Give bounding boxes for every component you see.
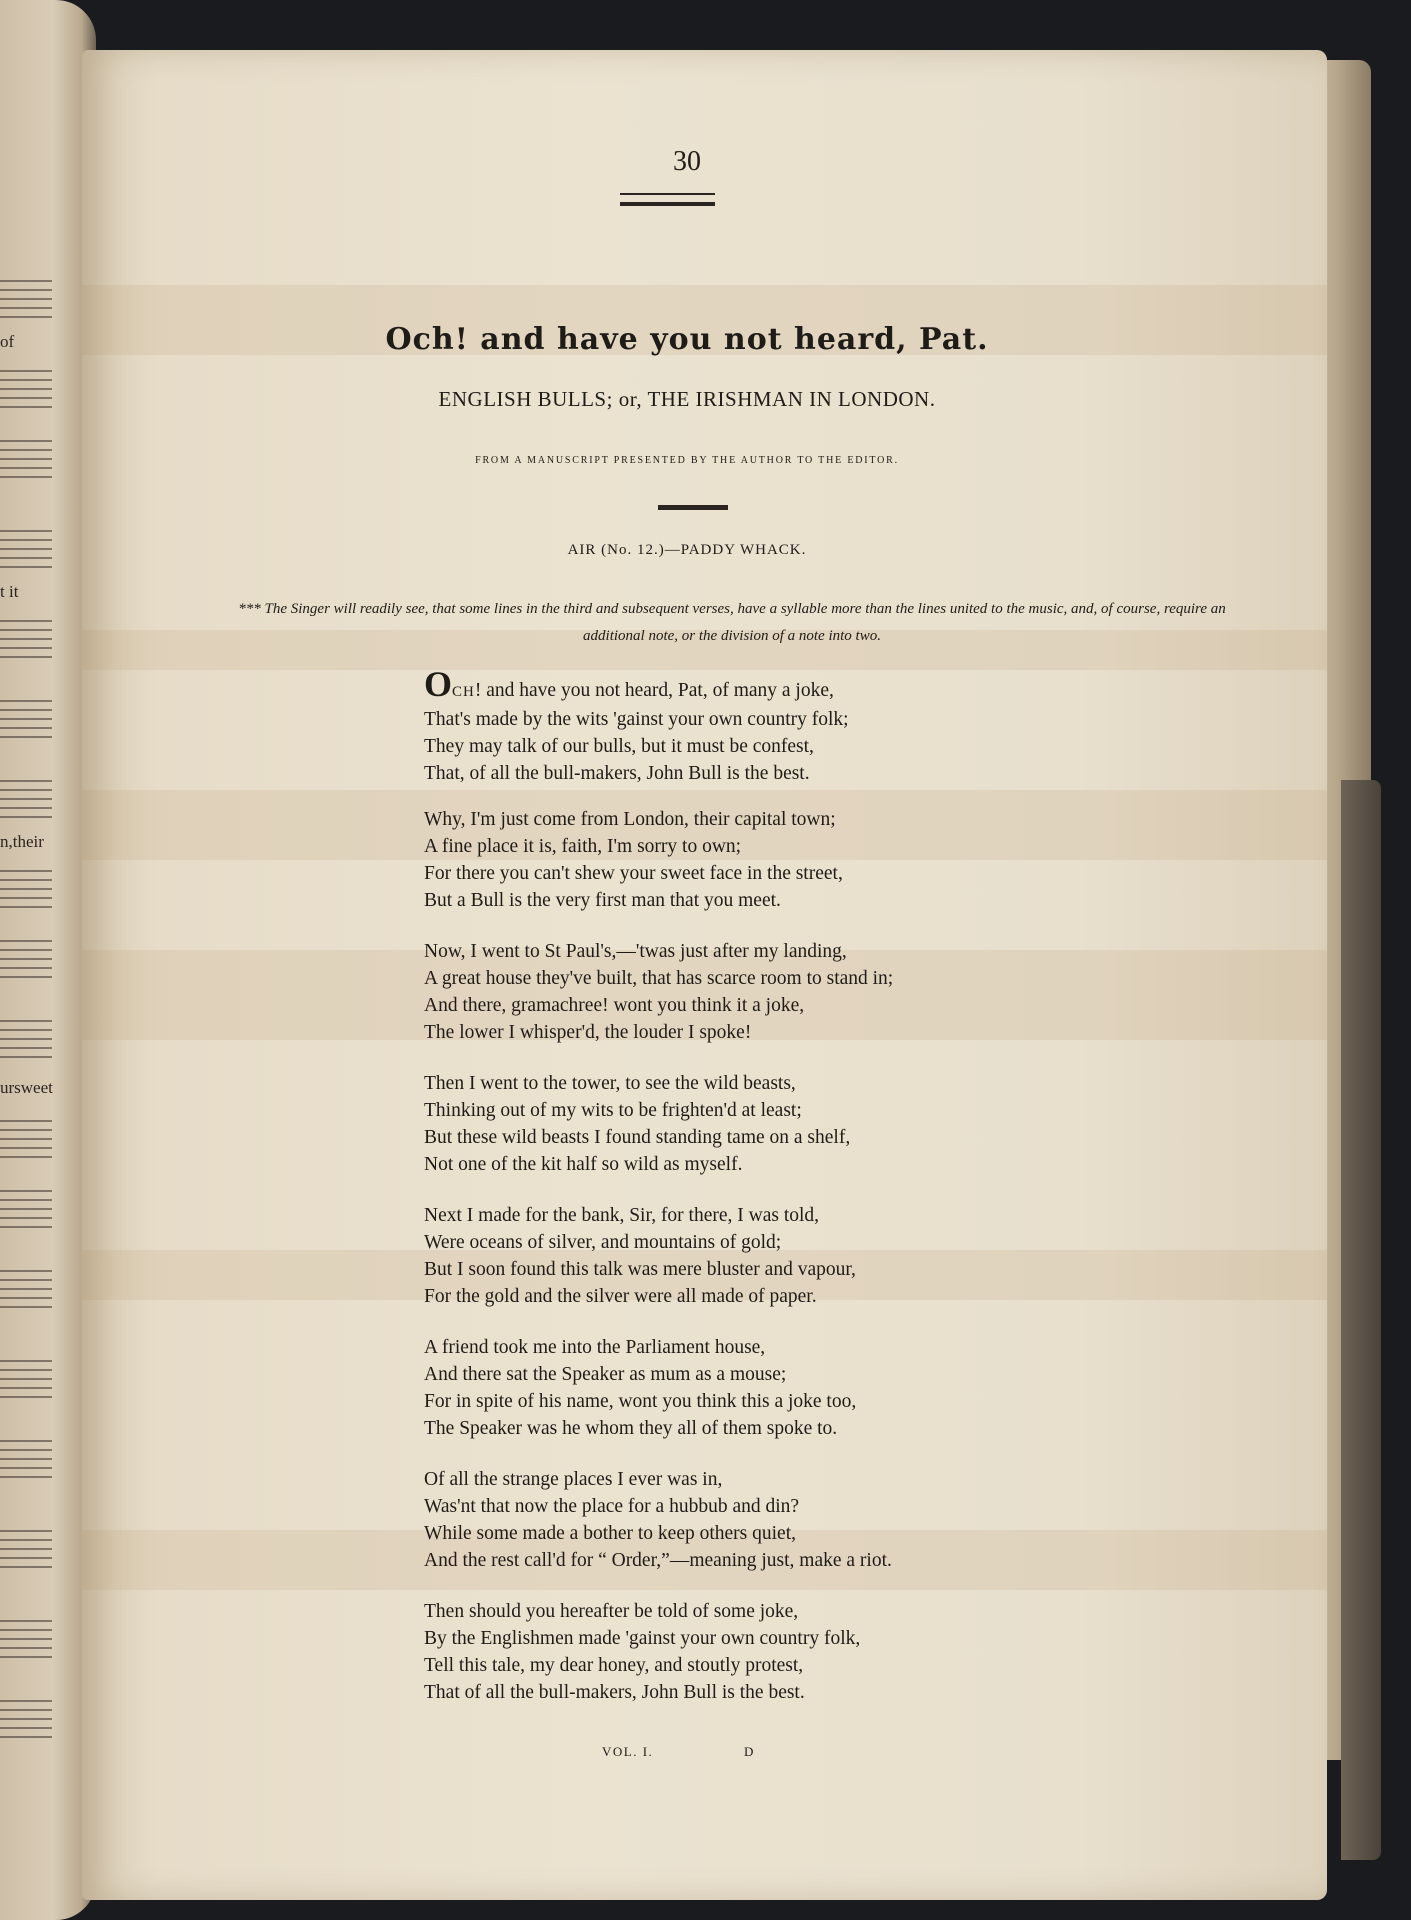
music-staff [0,1700,52,1740]
verse-line: Was'nt that now the place for a hubbub and din? [424,1496,800,1517]
verse-line: By the Englishmen made 'gainst your own country folk, [424,1628,861,1649]
verse-line: Of all the strange places I ever was in, [424,1469,723,1490]
drop-cap: O [424,664,453,704]
singer-note: *** The Singer will readily see, that some lines in the third and subsequent verses, have a syllable more than the lines united to the music, and, of course, require an additional note, or the division of a note into two. [238,601,1226,644]
verse-line: Next I made for the bank, Sir, for there, I was told, [424,1205,820,1226]
verse-line: The Speaker was he whom they all of them spoke to. [424,1418,838,1439]
facing-page-fragment: ursweet [0,1078,53,1097]
verse-line: Then should you hereafter be told of some joke, [424,1601,799,1622]
verse-line: Now, I went to St Paul's,—'twas just after my landing, [424,941,847,962]
verse-line: And there, gramachree! wont you think it a joke, [424,995,805,1016]
verse-line: Were oceans of silver, and mountains of gold; [424,1232,782,1253]
music-staff [0,1190,52,1230]
verse-line: That of all the bull-makers, John Bull is the best. [424,1682,805,1703]
page-stack-shadow [1341,780,1381,1860]
song-title: Och! and have you not heard, Pat. [385,322,989,357]
verse-line: For there you can't shew your sweet face in the street, [424,863,843,884]
music-staff [0,620,52,660]
verse-line: A fine place it is, faith, I'm sorry to own; [424,836,742,857]
song-subtitle: ENGLISH BULLS; or, THE IRISHMAN IN LONDON. [438,387,936,411]
verse-line: A great house they've built, that has scarce room to stand in; [424,968,894,989]
page-number: 30 [673,146,701,177]
verse-line: The lower I whisper'd, the louder I spoke! [424,1022,752,1043]
music-staff [0,1440,52,1480]
verse-line: Not one of the kit half so wild as myself. [424,1154,743,1175]
page-content [82,50,1327,1900]
verse-line: Then I went to the tower, to see the wild beasts, [424,1073,796,1094]
stanza-3 [424,938,1124,1046]
stanza-7 [424,1466,1124,1574]
music-staff [0,1020,52,1060]
music-staff [0,940,52,980]
air-heading: AIR (No. 12.)—PADDY WHACK. [567,542,807,558]
music-staff [0,530,52,570]
verse-line: But these wild beasts I found standing tame on a shelf, [424,1127,851,1148]
verse-line: Why, I'm just come from London, their capital town; [424,809,836,830]
facing-page-fragment: t it [0,582,19,601]
music-staff [0,1530,52,1570]
signature-mark: D [744,1744,755,1759]
music-staff [0,870,52,910]
music-staff [0,700,52,740]
stanza-8 [424,1598,1124,1706]
music-staff [0,370,52,410]
section-rule [658,505,728,510]
music-staff [0,1270,52,1310]
stanza-6 [424,1334,1124,1442]
stanza-2 [424,806,1124,914]
first-line [424,664,1124,706]
stanza-5 [424,1202,1124,1310]
music-staff [0,780,52,820]
small-caps: CH [452,684,475,700]
music-staff [0,440,52,480]
music-staff [0,1620,52,1660]
verse-line: But I soon found this talk was mere bluster and vapour, [424,1259,856,1280]
music-staff [0,280,52,320]
verse-line: That, of all the bull-makers, John Bull is the best. [424,763,810,784]
verse-line: A friend took me into the Parliament house, [424,1337,766,1358]
stanza-4 [424,1070,1124,1178]
verse-line: But a Bull is the very first man that you meet. [424,890,781,911]
music-staff [0,1360,52,1400]
music-staff [0,1120,52,1160]
verse-line: And the rest call'd for “ Order,”—meaning just, make a riot. [424,1550,892,1571]
verse-line: For the gold and the silver were all made of paper. [424,1286,817,1307]
facing-page-fragment: of [0,332,15,351]
verse-line: And there sat the Speaker as mum as a mouse; [424,1364,787,1385]
double-rule [620,193,715,206]
verse-line: They may talk of our bulls, but it must be confest, [424,736,814,757]
verse-line: That's made by the wits 'gainst your own country folk; [424,709,849,730]
verse-line: For in spite of his name, wont you think this a joke too, [424,1391,857,1412]
stanza-1 [424,664,1124,787]
facing-page-fragment: n,their [0,832,44,851]
volume-mark: VOL. I. [602,1744,654,1759]
first-line-text: ! and have you not heard, Pat, of many a joke, [474,680,834,701]
verse-line: While some made a bother to keep others quiet, [424,1523,797,1544]
source-note: FROM A MANUSCRIPT PRESENTED BY THE AUTHOR TO THE EDITOR. [475,455,899,466]
verse-line: Thinking out of my wits to be frighten'd at least; [424,1100,802,1121]
verse-line: Tell this tale, my dear honey, and stoutly protest, [424,1655,804,1676]
